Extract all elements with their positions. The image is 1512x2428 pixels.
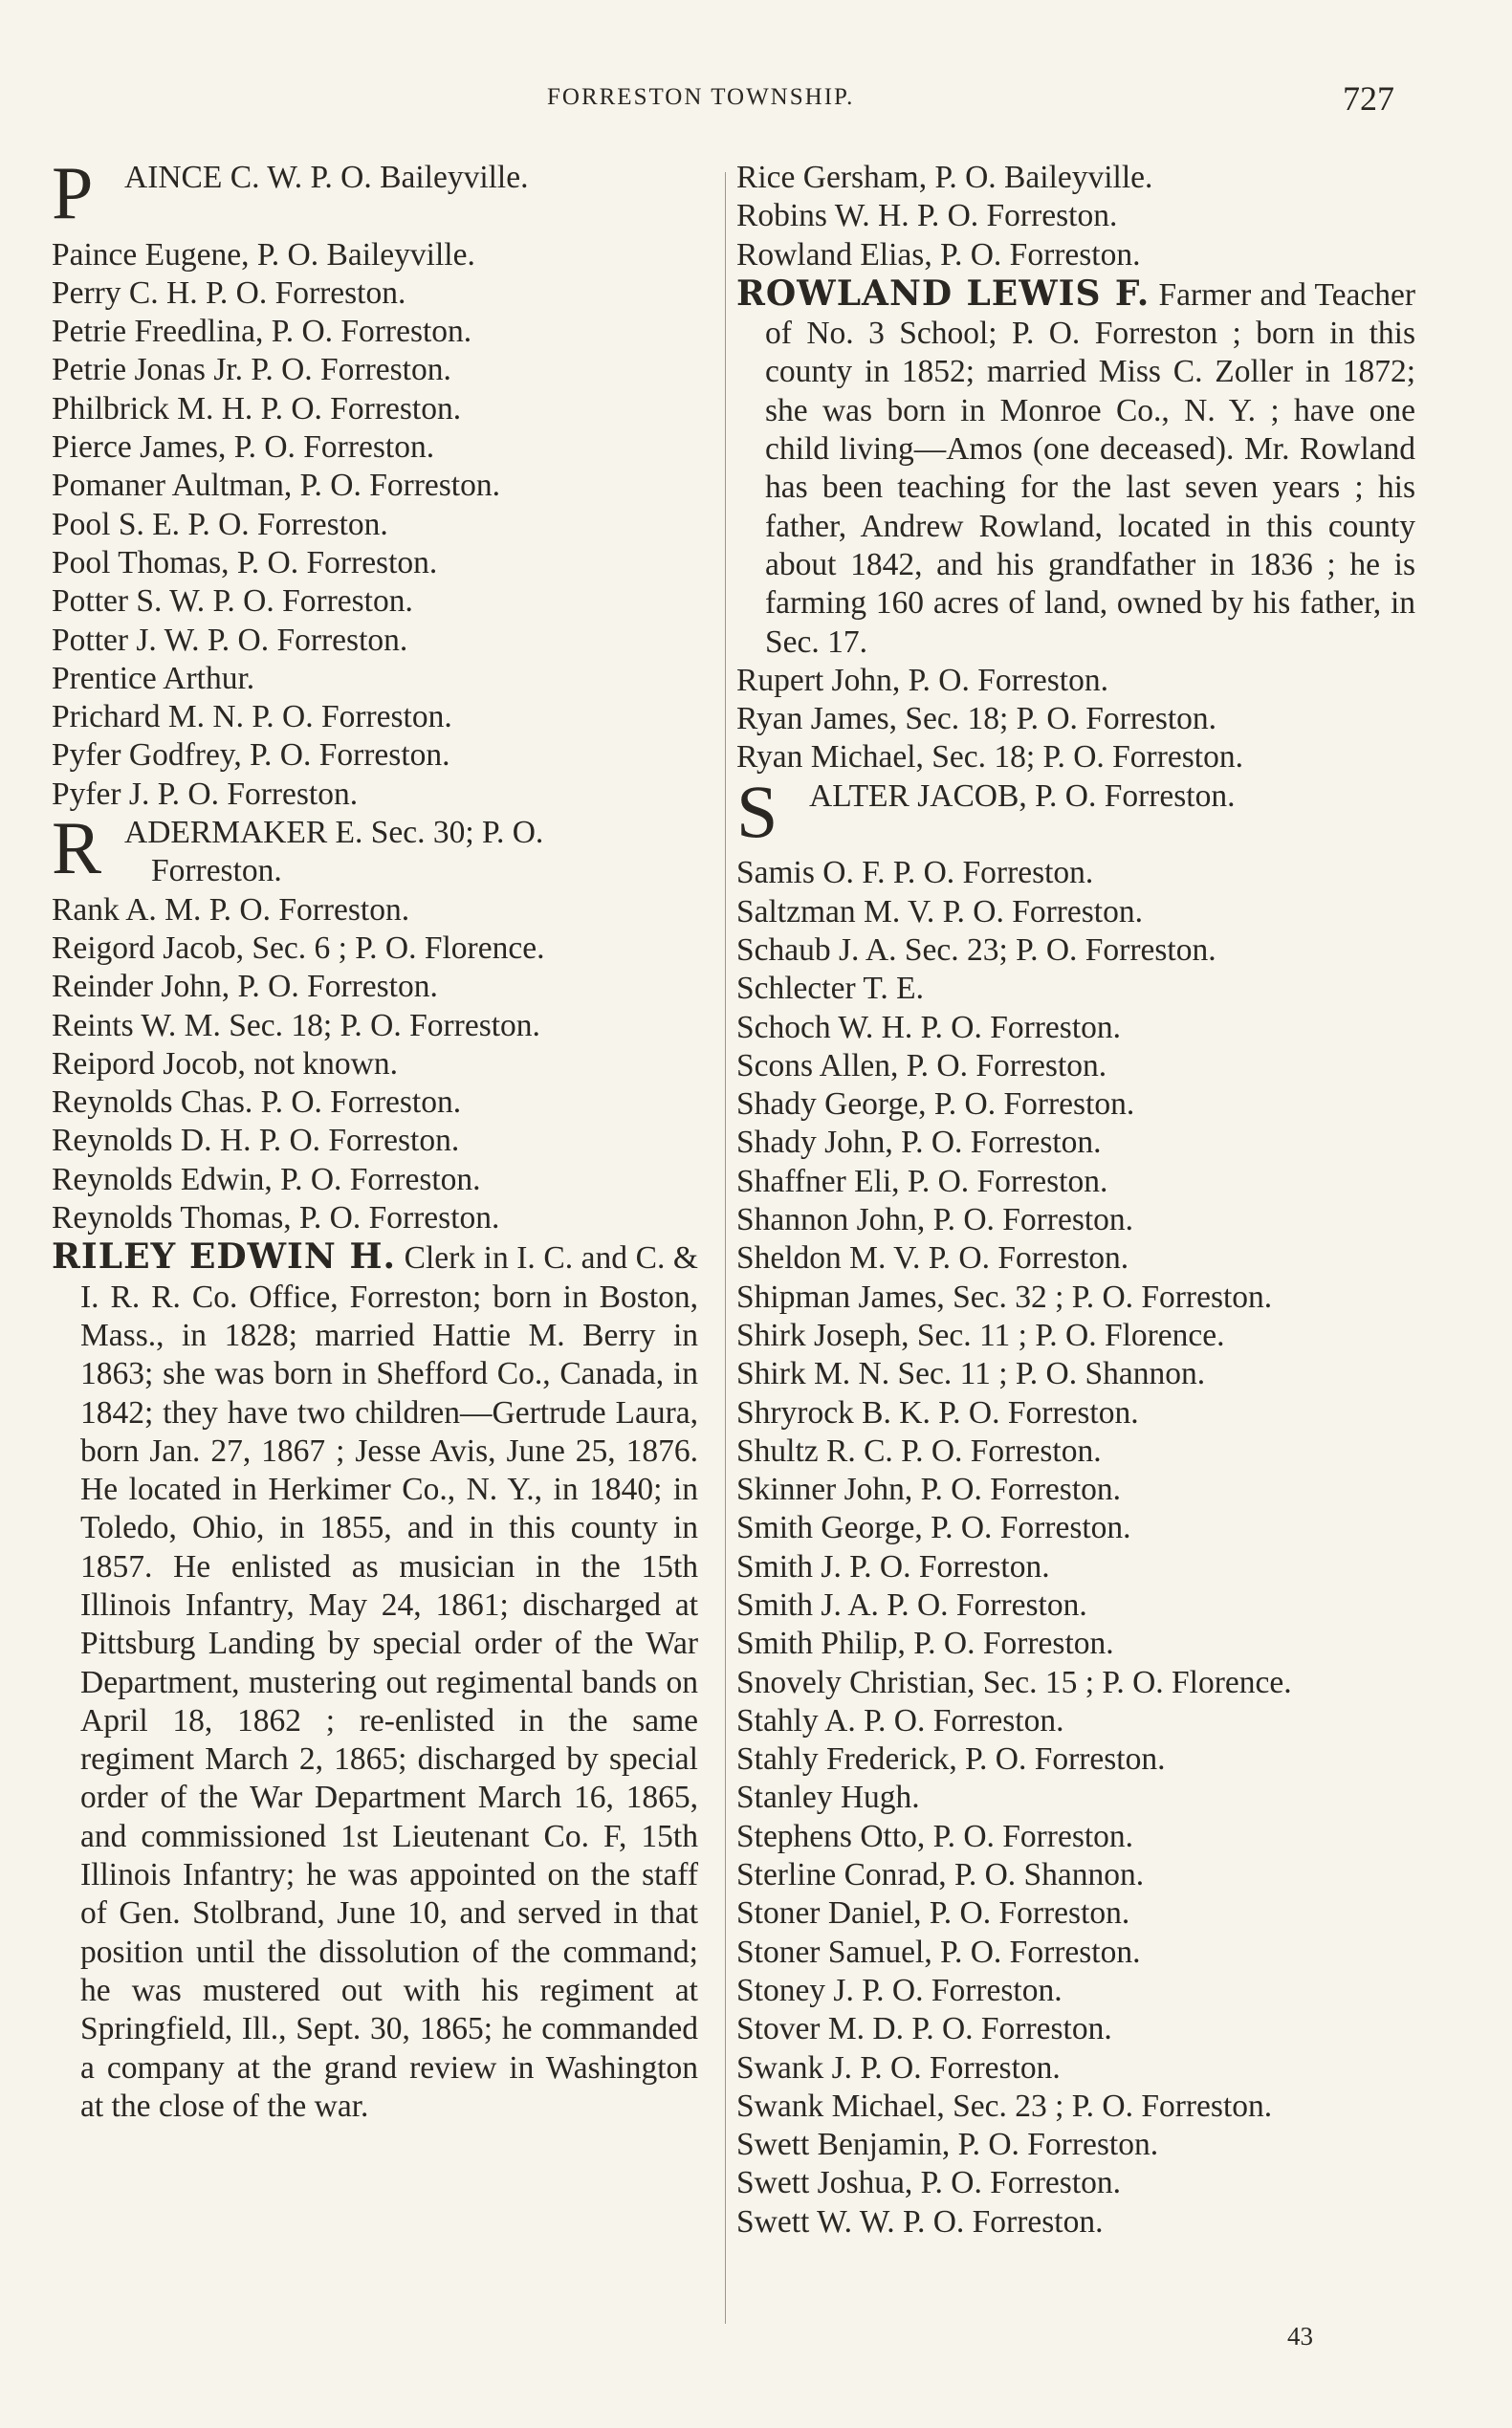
entry-text: ADERMAKER E. Sec. 30; P. O. [124,815,544,851]
directory-entry: Pierce James, P. O. Forreston. [52,429,435,466]
biography-name: ROWLAND LEWIS F. [736,273,1150,314]
entries-p-list [52,236,698,814]
biography-name: RILEY EDWIN H. [52,1236,397,1278]
dropcap-spacer [736,816,1415,854]
directory-entry: Stephens Otto, P. O. Forreston. [736,1818,1134,1854]
signature-mark: 43 [1287,2322,1313,2351]
directory-entry: Shady George, P. O. Forreston. [736,1086,1135,1123]
left-column [52,151,698,2126]
directory-entry: Saltzman M. V. P. O. Forreston. [736,893,1143,930]
directory-entry: Pool S. E. P. O. Forreston. [52,506,388,542]
directory-entry: Pyfer Godfrey, P. O. Forreston. [52,737,450,774]
directory-entry: Shirk M. N. Sec. 11 ; P. O. Shannon. [736,1356,1206,1392]
directory-entry: Stover M. D. P. O. Forreston. [736,2011,1112,2047]
dropcap-r: R [52,806,102,890]
directory-entry: Swett Benjamin, P. O. Forreston. [736,2127,1159,2163]
entry-salter [736,769,1415,853]
directory-entry: Petrie Freedlina, P. O. Forreston. [52,314,472,350]
directory-entry: Reynolds Edwin, P. O. Forreston. [52,1161,481,1197]
directory-entry: Reynolds D. H. P. O. Forreston. [52,1123,460,1159]
directory-entry: Perry C. H. P. O. Forreston. [52,274,406,311]
directory-entry: Shipman James, Sec. 32 ; P. O. Forreston. [736,1279,1273,1315]
directory-entry: Pool Thomas, P. O. Forreston. [52,544,438,580]
biography-rowland [736,274,1415,662]
biography-text: Farmer and Teacher of No. 3 School; P. O. Forreston ; born in this county in 1852; married Miss C. Zoller in 1872; she was born in Monroe Co., N. Y. ; have one child living—Amos (one deceased). Mr. Rowland has been teaching for the last seven years ; his father, Andrew Rowland, located in this county about 1842, and his grandfather in 1836 ; he is farming 160 acres of land, owned by his father, in Sec. 17. [765,276,1415,660]
directory-entry: Smith Philip, P. O. Forreston. [736,1626,1114,1662]
directory-entry: Smith George, P. O. Forreston. [736,1510,1131,1546]
directory-entry: Swank J. P. O. Forreston. [736,2049,1061,2086]
directory-entry: Shannon John, P. O. Forreston. [736,1202,1134,1238]
entries-r-list [52,891,698,1238]
directory-entry: Stahly Frederick, P. O. Forreston. [736,1741,1166,1778]
directory-entry: Swett W. W. P. O. Forreston. [736,2203,1104,2240]
directory-entry: Smith J. P. O. Forreston. [736,1548,1050,1585]
directory-entry: Prentice Arthur. [52,660,255,696]
directory-entry: Stoner Samuel, P. O. Forreston. [736,1934,1141,1970]
entries-s-list [736,854,1415,2242]
biography-riley [52,1237,698,2126]
directory-entry: Rowland Elias, P. O. Forreston. [736,236,1141,273]
directory-entry: Scons Allen, P. O. Forreston. [736,1047,1107,1083]
entry-text: AINCE C. W. P. O. Baileyville. [124,160,529,195]
directory-entry: Sterline Conrad, P. O. Shannon. [736,1857,1145,1893]
entry-radermaker [52,806,698,891]
directory-entry: Shaffner Eli, P. O. Forreston. [736,1163,1108,1199]
page-header [0,78,1512,126]
biography-text: Clerk in I. C. and C. & I. R. R. Co. Office, Forreston; born in Boston, Mass., in 1828; married Hattie M. Berry in 1863; she was born in Shefford Co., Canada, in 1842; they have two children—Gertrude Laura, born Jan. 27, 1867 ; Jesse Avis, June 25, 1876. He located in Herkimer Co., N. Y., in 1840; in Toledo, Ohio, in 1855, and in this county in 1857. He enlisted as musician in the 15th Illinois Infantry, May 24, 1861; discharged at Pittsburg Landing by special order of the War Department, mustering out regimental bands on April 18, 1862 ; re-enlisted in the same regiment March 2, 1865; discharged by special order of the War Department March 16, 1865, and commissioned 1st Lieutenant Co. F, 15th Illinois Infantry; he was appointed on the staff of Gen. Stolbrand, June 10, and served in that position until the dissolution of the command; he was mustered out with his regiment at Springfield, Ill., Sept. 30, 1865; he commanded a company at the grand review in Washington at the close of the war. [80,1240,698,2124]
directory-entry: Prichard M. N. P. O. Forreston. [52,699,452,735]
directory-entry: Rank A. M. P. O. Forreston. [52,891,410,928]
directory-entry: Ryan Michael, Sec. 18; P. O. Forreston. [736,739,1243,776]
directory-entry: Shirk Joseph, Sec. 11 ; P. O. Florence. [736,1317,1225,1353]
entries-mid-list [736,662,1415,777]
directory-entry: Rice Gersham, P. O. Baileyville. [736,160,1153,195]
entry-paince-cw [52,151,698,234]
running-head: FORRESTON TOWNSHIP. [547,84,855,110]
directory-entry: Samis O. F. P. O. Forreston. [736,855,1094,891]
entry-text: ALTER JACOB, P. O. Forreston. [809,777,1236,814]
page-number: 727 [1343,79,1394,118]
directory-entry: Potter S. W. P. O. Forreston. [52,583,413,620]
directory-entry: Swett Joshua, P. O. Forreston. [736,2165,1122,2201]
directory-entry: Reints W. M. Sec. 18; P. O. Forreston. [52,1007,540,1043]
directory-entry: Reipord Jocob, not known. [52,1045,398,1082]
dropcap-p: P [52,151,94,234]
directory-entry: Paince Eugene, P. O. Baileyville. [52,236,475,273]
dropcap-s: S [736,769,778,853]
directory-entry: Stoney J. P. O. Forreston. [736,1972,1063,2008]
directory-entry: Rupert John, P. O. Forreston. [736,662,1108,698]
directory-entry: Smith J. A. P. O. Forreston. [736,1586,1087,1623]
directory-entry: Petrie Jonas Jr. P. O. Forreston. [52,352,451,388]
directory-entry: Swank Michael, Sec. 23 ; P. O. Forreston. [736,2088,1273,2124]
directory-entry: Shultz R. C. P. O. Forreston. [736,1433,1102,1469]
directory-entry: Stoner Daniel, P. O. Forreston. [736,1895,1130,1932]
directory-entry: Schaub J. A. Sec. 23; P. O. Forreston. [736,931,1216,968]
directory-entry: Pomaner Aultman, P. O. Forreston. [52,468,500,504]
directory-entry: Schlecter T. E. [736,971,924,1007]
directory-entry: Shryrock B. K. P. O. Forreston. [736,1394,1139,1431]
entry-continuation: Forreston. [151,853,282,889]
dropcap-spacer [52,197,698,235]
directory-entry: Reinder John, P. O. Forreston. [52,969,438,1005]
directory-entry: Pyfer J. P. O. Forreston. [52,776,359,812]
directory-entry: Ryan James, Sec. 18; P. O. Forreston. [736,701,1217,737]
right-column [736,159,1415,2242]
directory-entry: Shady John, P. O. Forreston. [736,1125,1102,1161]
directory-entry: Reynolds Thomas, P. O. Forreston. [52,1200,500,1236]
directory-entry: Stanley Hugh. [736,1780,920,1816]
directory-entry: Reigord Jacob, Sec. 6 ; P. O. Florence. [52,930,545,966]
directory-entry: Skinner John, P. O. Forreston. [736,1472,1122,1508]
directory-entry: Snovely Christian, Sec. 15 ; P. O. Florence. [736,1664,1292,1700]
directory-entry: Stahly A. P. O. Forreston. [736,1702,1064,1739]
column-divider [725,172,726,2324]
directory-entry: Robins W. H. P. O. Forreston. [736,198,1118,234]
directory-entry: Philbrick M. H. P. O. Forreston. [52,390,462,427]
directory-entry: Potter J. W. P. O. Forreston. [52,622,408,658]
entries-top-list [736,159,1415,274]
directory-entry: Sheldon M. V. P. O. Forreston. [736,1240,1129,1277]
directory-entry: Schoch W. H. P. O. Forreston. [736,1009,1122,1045]
directory-entry: Reynolds Chas. P. O. Forreston. [52,1084,462,1121]
